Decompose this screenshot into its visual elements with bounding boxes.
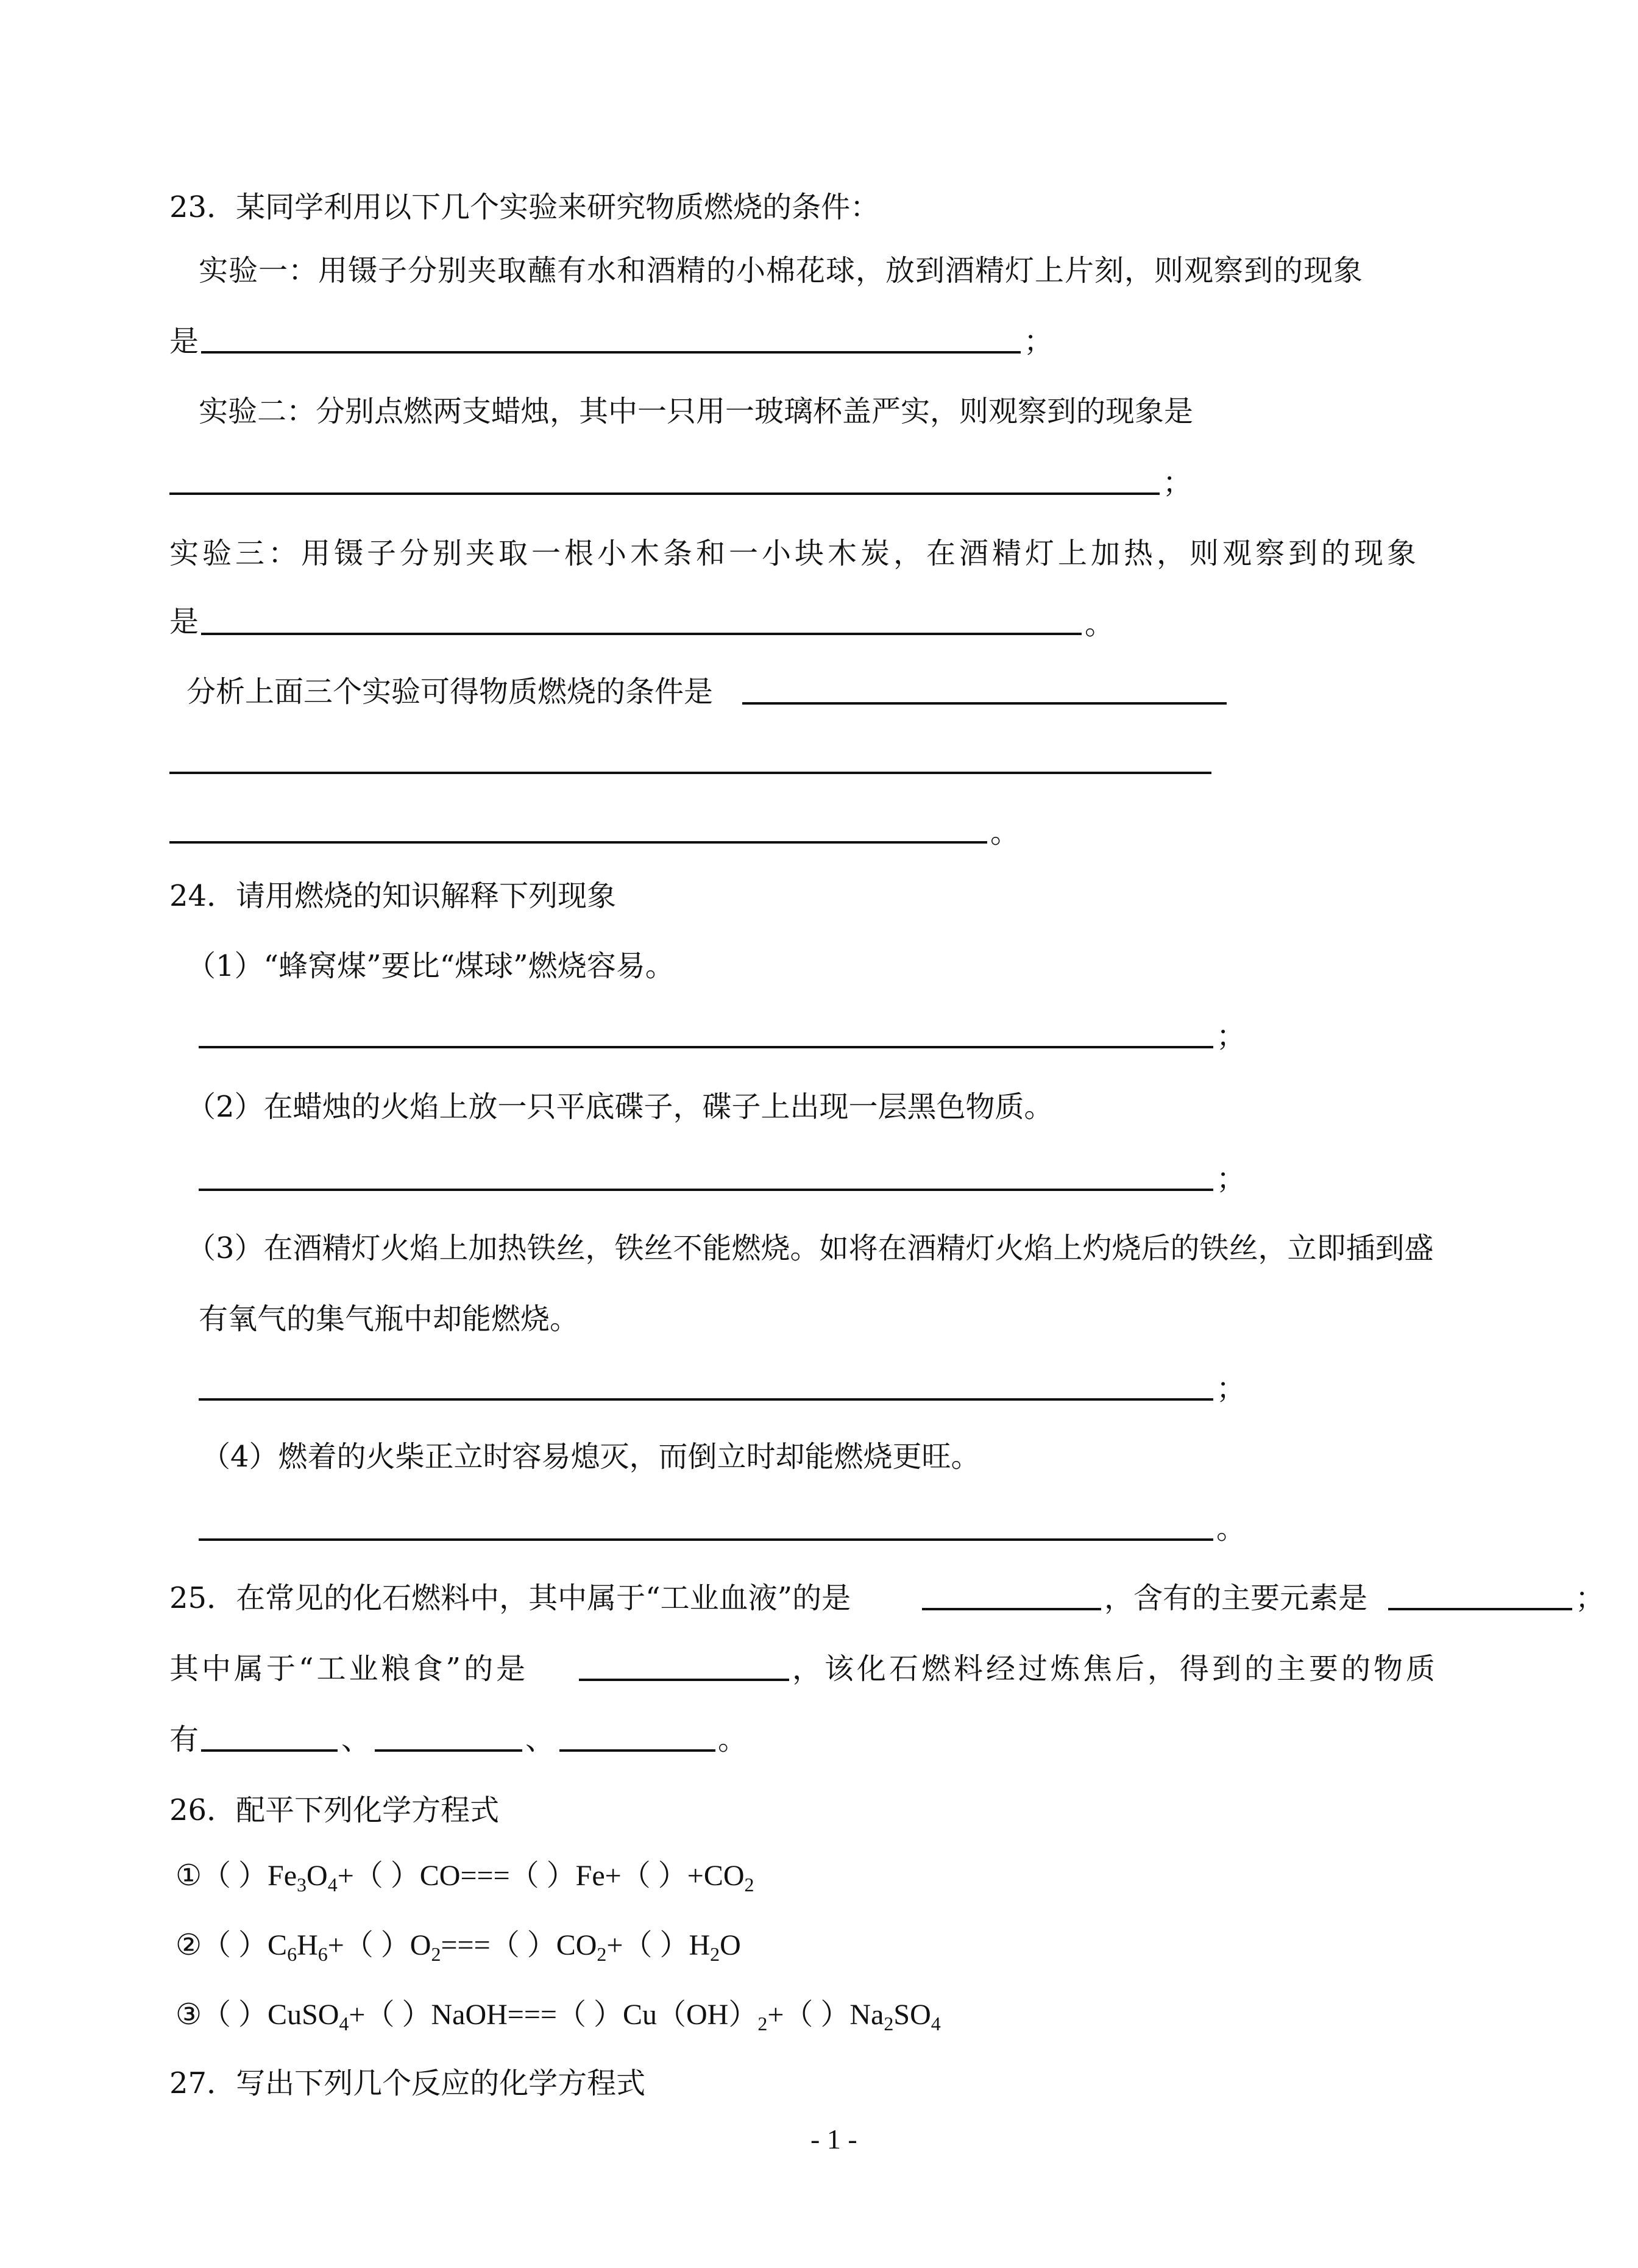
q23-exp1: 实验一：用镊子分别夹取蘸有水和酒精的小棉花球，放到酒精灯上片刻，则观察到的现象: [199, 254, 1364, 288]
q25-line2-text-b: ，该化石燃料经过炼焦后，得到的主要的物质: [792, 1652, 1439, 1686]
q23-exp3-answer-line[interactable]: [201, 633, 1082, 635]
q24-part4-answer-line[interactable]: [199, 1538, 1213, 1541]
q25-main-elements-answer[interactable]: [1388, 1608, 1572, 1610]
period: 。: [1085, 607, 1115, 641]
q26-equation-2: ②（ ）$C_6H_6+$（ ）$O_2===$（ ）$CO_2+$（ ）$H_2O$: [176, 1929, 741, 1965]
q26-equation-3: ③（ ）CuSO$_4$+（ ）NaOH===（ ）$Cu(OH)_2+$（ ）$Na_2SO_4$: [176, 1999, 941, 2035]
q25-product-answer-1[interactable]: [201, 1749, 338, 1752]
q23-analysis: 分析上面三个实验可得物质燃烧的条件是: [186, 675, 714, 709]
q23-title: 23．某同学利用以下几个实验来研究物质燃烧的条件：: [169, 190, 880, 224]
q24-part3-answer-line[interactable]: [199, 1398, 1213, 1401]
q24-part1: （1）“蜂窝煤”要比“煤球”燃烧容易。: [186, 949, 675, 983]
q26-equation-1: ①（ ）$Fe_3O_4+$（ ）CO===（ ）Fe+（ ）$+CO_2$: [176, 1860, 754, 1896]
separator: 、: [525, 1722, 555, 1757]
q25-line3-text: 有: [169, 1722, 199, 1757]
q25-product-answer-3[interactable]: [559, 1749, 715, 1752]
period: 。: [718, 1722, 748, 1757]
q23-analysis-answer-line-2[interactable]: [169, 772, 1211, 774]
q23-exp2: 实验二：分别点燃两支蜡烛，其中一只用一玻璃杯盖严实，则观察到的现象是: [199, 394, 1194, 428]
semicolon: ；: [1216, 1162, 1246, 1196]
q23-exp3: 实验三：用镊子分别夹取一根小木条和一小块木炭，在酒精灯上加热，则观察到的现象: [169, 536, 1420, 571]
period: 。: [990, 816, 1020, 850]
q24-part3-line2: 有氧气的集气瓶中却能燃烧。: [199, 1302, 580, 1336]
semicolon: ；: [1024, 324, 1054, 358]
semicolon: ；: [1575, 1581, 1605, 1615]
q24-part4: （4）燃着的火柴正立时容易熄灭，而倒立时却能燃烧更旺。: [201, 1440, 980, 1474]
q25-line1-text: 25．在常见的化石燃料中，其中属于“工业血液”的是: [169, 1581, 851, 1615]
q23-analysis-answer-line-3[interactable]: [169, 841, 987, 844]
q23-exp1-prefix: 是: [169, 324, 199, 358]
q24-part2: （2）在蜡烛的火焰上放一只平底碟子，碟子上出现一层黑色物质。: [186, 1090, 1054, 1124]
q24-part3-line1: （3）在酒精灯火焰上加热铁丝，铁丝不能燃烧。如将在酒精灯火焰上灼烧后的铁丝，立即插到盛: [186, 1231, 1434, 1265]
semicolon: ；: [1216, 1371, 1246, 1406]
q25-industrial-blood-answer[interactable]: [922, 1608, 1101, 1610]
semicolon: ；: [1163, 466, 1193, 500]
q25-line1-text-b: ，含有的主要元素是: [1104, 1581, 1368, 1615]
q25-line2-text: 其中属于“工业粮食”的是: [169, 1652, 529, 1686]
q25-industrial-food-answer[interactable]: [579, 1679, 789, 1681]
q23-exp1-answer-line[interactable]: [201, 351, 1021, 354]
semicolon: ；: [1216, 1019, 1246, 1053]
separator: 、: [341, 1722, 371, 1757]
q23-analysis-answer-line-1[interactable]: [742, 702, 1227, 705]
q24-part1-answer-line[interactable]: [199, 1046, 1213, 1048]
q27-title: 27．写出下列几个反应的化学方程式: [169, 2066, 646, 2100]
q23-exp3-prefix: 是: [169, 605, 199, 639]
q23-exp2-answer-line[interactable]: [169, 492, 1160, 495]
q26-title: 26．配平下列化学方程式: [169, 1793, 500, 1827]
period: 。: [1216, 1512, 1246, 1546]
q25-product-answer-2[interactable]: [375, 1749, 522, 1752]
page-number: - 1 -: [810, 2124, 857, 2155]
q24-part2-answer-line[interactable]: [199, 1189, 1213, 1191]
q24-title: 24．请用燃烧的知识解释下列现象: [169, 879, 617, 913]
